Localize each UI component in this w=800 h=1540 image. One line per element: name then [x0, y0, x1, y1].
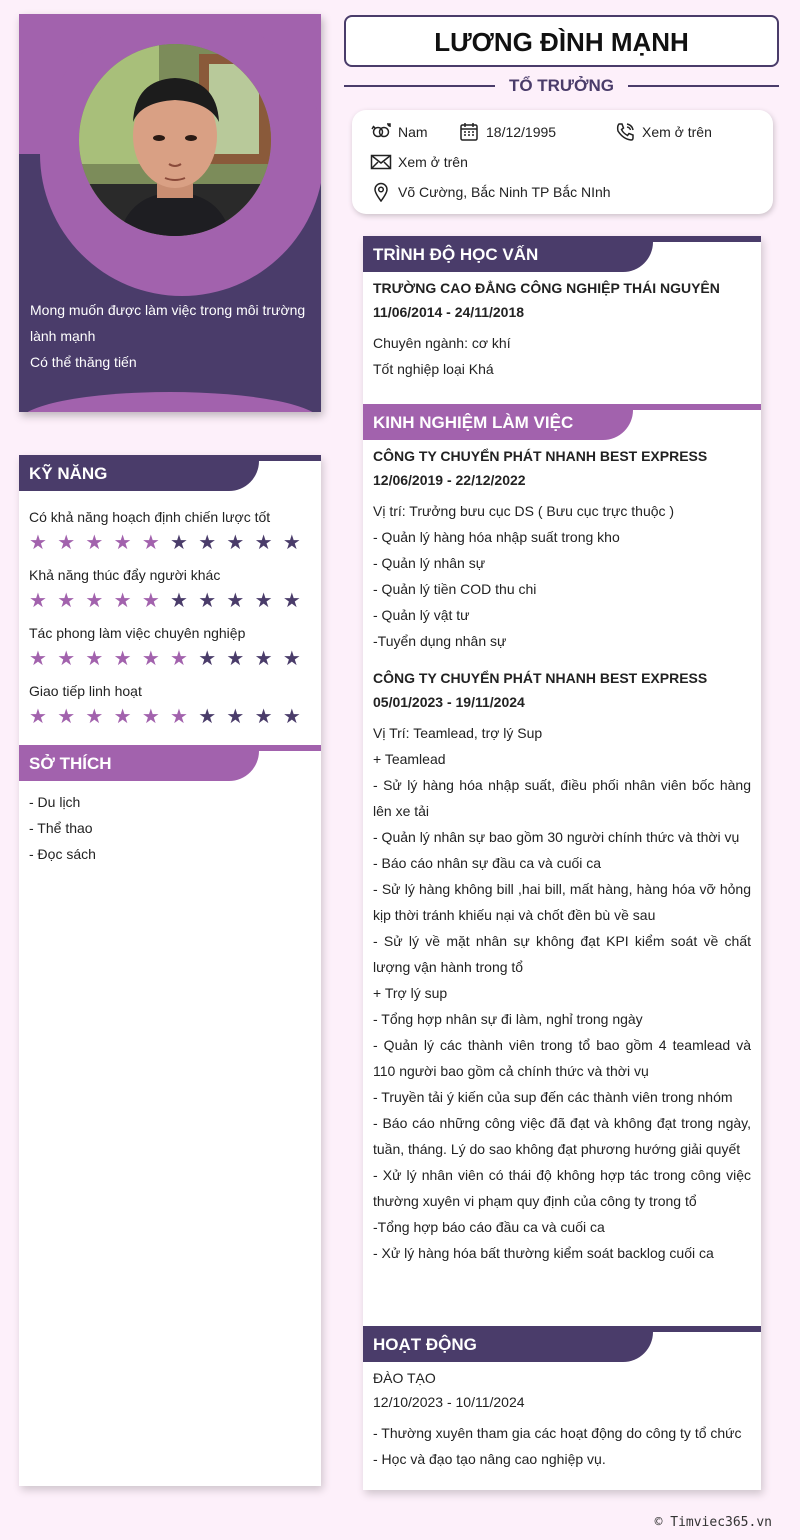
- star-empty-icon: ★: [198, 532, 217, 554]
- job-period: 05/01/2023 - 19/11/2024: [373, 694, 525, 710]
- job-detail-line: - Quản lý nhân sự: [373, 555, 486, 571]
- skill-rating: [29, 533, 311, 553]
- job-detail-line: + Teamlead: [373, 751, 446, 767]
- right-panel: [363, 236, 761, 1490]
- education-section: [363, 236, 761, 382]
- job-detail-line: - Tổng hợp nhân sự đi làm, nghỉ trong ngày: [373, 1011, 643, 1027]
- objective-line: Có thể thăng tiến: [30, 354, 137, 370]
- star-empty-icon: ★: [282, 648, 301, 670]
- star-empty-icon: ★: [254, 532, 273, 554]
- star-filled-icon: ★: [29, 590, 47, 612]
- star-filled-icon: ★: [113, 590, 132, 612]
- star-filled-icon: ★: [113, 706, 132, 728]
- job-detail-line: - Quản lý các thành viên trong tổ bao gồm 4 teamlead và 110 người bao gồm cả chính thức và thời vụ: [373, 1037, 751, 1079]
- skill-rating: [29, 591, 311, 611]
- star-filled-icon: ★: [85, 590, 104, 612]
- left-panel: [19, 455, 321, 1486]
- star-empty-icon: ★: [226, 706, 245, 728]
- job-detail-line: - Quản lý nhân sự bao gồm 30 người chính thức và thời vụ: [373, 829, 740, 845]
- job-detail-line: - Quản lý tiền COD thu chi: [373, 581, 537, 597]
- star-empty-icon: ★: [226, 532, 245, 554]
- star-filled-icon: ★: [29, 648, 47, 670]
- avatar: [79, 44, 271, 236]
- job-detail-line: - Sử lý hàng hóa nhập suất, điều phối nhân viên bốc hàng lên xe tải: [373, 777, 751, 819]
- experience-list: [363, 440, 761, 1266]
- hobbies-list: [19, 781, 321, 875]
- star-empty-icon: ★: [282, 532, 301, 554]
- star-filled-icon: ★: [85, 532, 104, 554]
- candidate-name: LƯƠNG ĐÌNH MẠNH: [344, 15, 779, 67]
- address-item: [370, 182, 611, 202]
- skill-name: Giao tiếp linh hoạt: [29, 683, 142, 699]
- activity-org: ĐÀO TẠO: [373, 1370, 436, 1386]
- job-title: TỔ TRƯỞNG: [495, 76, 628, 95]
- job-detail-line: - Quản lý hàng hóa nhập suất trong kho: [373, 529, 620, 545]
- skill-item: [29, 623, 311, 669]
- star-empty-icon: ★: [198, 706, 217, 728]
- star-filled-icon: ★: [170, 706, 188, 728]
- address-value: Võ Cường, Bắc Ninh TP Bắc NInh: [398, 184, 611, 200]
- activities-heading: HOẠT ĐỘNG: [363, 1326, 761, 1362]
- job-title-row: [344, 72, 779, 100]
- job-detail-line: - Báo cáo những công việc đã đạt và không đạt trong ngày, tuần, tháng. Lý do sao không đạt phương hướng giải quyết: [373, 1115, 751, 1157]
- star-empty-icon: ★: [198, 590, 217, 612]
- career-objective: [30, 297, 314, 375]
- skill-item: [29, 565, 311, 611]
- birthday-item: [458, 122, 556, 142]
- star-filled-icon: ★: [29, 532, 47, 554]
- education-period: 11/06/2014 - 24/11/2018: [373, 304, 525, 320]
- phone-icon: [614, 122, 636, 142]
- star-filled-icon: ★: [141, 532, 160, 554]
- job-detail-line: - Truyền tải ý kiến của sup đến các thành viên trong nhóm: [373, 1089, 733, 1105]
- skills-list: [19, 491, 321, 727]
- profile-card: [19, 14, 321, 412]
- star-filled-icon: ★: [85, 706, 104, 728]
- star-filled-icon: ★: [57, 590, 76, 612]
- phone-value: Xem ở trên: [642, 124, 712, 140]
- hobby-item: - Thể thao: [29, 820, 93, 836]
- education-line: Tốt nghiệp loại Khá: [373, 361, 494, 377]
- location-pin-icon: [370, 182, 392, 202]
- activity-period: 12/10/2023 - 10/11/2024: [373, 1394, 525, 1410]
- star-filled-icon: ★: [141, 590, 160, 612]
- activity-line: - Học và đạo tạo nâng cao nghiệp vụ.: [373, 1451, 606, 1467]
- activities-section: [363, 1326, 761, 1472]
- star-empty-icon: ★: [170, 590, 188, 612]
- star-empty-icon: ★: [170, 532, 188, 554]
- email-item: [370, 152, 468, 172]
- school-name: TRƯỜNG CAO ĐẲNG CÔNG NGHIỆP THÁI NGUYÊN: [373, 280, 720, 296]
- star-filled-icon: ★: [57, 648, 76, 670]
- footer-watermark: © Timviec365.vn: [654, 1515, 772, 1530]
- star-filled-icon: ★: [170, 648, 188, 670]
- star-filled-icon: ★: [57, 532, 76, 554]
- job-detail-line: - Sử lý hàng không bill ,hai bill, mất hàng, hàng hóa vỡ hỏng kịp thời tránh khiếu nại và chốt đền bù về sau: [373, 881, 751, 923]
- star-filled-icon: ★: [85, 648, 104, 670]
- star-empty-icon: ★: [226, 590, 245, 612]
- skills-heading: KỸ NĂNG: [19, 455, 321, 491]
- star-empty-icon: ★: [226, 648, 245, 670]
- phone-item: [614, 122, 712, 142]
- hobbies-heading: SỞ THÍCH: [19, 745, 321, 781]
- skill-name: Tác phong làm việc chuyên nghiệp: [29, 625, 246, 641]
- birthday-value: 18/12/1995: [486, 124, 557, 140]
- contact-info: [352, 110, 773, 214]
- job-detail-line: Vị Trí: Teamlead, trợ lý Sup: [373, 725, 543, 741]
- objective-line: Mong muốn được làm việc trong môi trường lành mạnh: [30, 302, 306, 344]
- gender-value: Nam: [398, 124, 428, 140]
- star-empty-icon: ★: [254, 648, 273, 670]
- mail-icon: [370, 152, 392, 172]
- experience-section: [363, 404, 761, 1266]
- star-filled-icon: ★: [29, 706, 47, 728]
- job-detail-line: - Xử lý nhân viên có thái độ không hợp tác trong công việc thường xuyên vi phạm quy định của công ty trong tổ: [373, 1167, 751, 1209]
- star-empty-icon: ★: [282, 590, 301, 612]
- job-detail-line: - Xử lý hàng hóa bất thường kiểm soát backlog cuối ca: [373, 1245, 714, 1261]
- hobby-item: - Du lịch: [29, 794, 81, 810]
- skill-name: Có khả năng hoạch định chiến lược tốt: [29, 509, 271, 525]
- job-detail-line: Vị trí: Trưởng bưu cục DS ( Bưu cục trực thuộc ): [373, 503, 675, 519]
- activity-line: - Thường xuyên tham gia các hoạt động do công ty tổ chức: [373, 1425, 742, 1441]
- star-filled-icon: ★: [57, 706, 76, 728]
- skill-item: [29, 681, 311, 727]
- education-heading: TRÌNH ĐỘ HỌC VẤN: [363, 236, 761, 272]
- job-entry: [373, 666, 751, 1266]
- company-name: CÔNG TY CHUYỂN PHÁT NHANH BEST EXPRESS: [373, 670, 708, 686]
- star-empty-icon: ★: [254, 706, 273, 728]
- job-detail-line: - Báo cáo nhân sự đầu ca và cuối ca: [373, 855, 602, 871]
- job-period: 12/06/2019 - 22/12/2022: [373, 472, 526, 488]
- experience-heading: KINH NGHIỆM LÀM VIỆC: [363, 404, 761, 440]
- star-filled-icon: ★: [141, 706, 160, 728]
- job-detail-line: - Quản lý vật tư: [373, 607, 470, 623]
- left-column: [19, 14, 321, 412]
- skill-rating: [29, 707, 311, 727]
- gender-icon: [370, 122, 392, 142]
- job-entry: [373, 444, 751, 654]
- star-filled-icon: ★: [113, 648, 132, 670]
- star-empty-icon: ★: [282, 706, 301, 728]
- star-empty-icon: ★: [254, 590, 273, 612]
- skill-name: Khả năng thúc đẩy người khác: [29, 567, 221, 583]
- hobby-item: - Đọc sách: [29, 846, 96, 862]
- job-detail-line: -Tuyển dụng nhân sự: [373, 633, 507, 649]
- skill-rating: [29, 649, 311, 669]
- job-detail-line: -Tổng hợp báo cáo đầu ca và cuối ca: [373, 1219, 605, 1235]
- star-filled-icon: ★: [141, 648, 160, 670]
- job-detail-line: - Sử lý về mặt nhân sự không đạt KPI kiểm soát về chất lượng vận hành trong tổ: [373, 933, 751, 975]
- company-name: CÔNG TY CHUYỂN PHÁT NHANH BEST EXPRESS: [373, 448, 708, 464]
- email-value: Xem ở trên: [398, 154, 468, 170]
- education-line: Chuyên ngành: cơ khí: [373, 335, 511, 351]
- skill-item: [29, 507, 311, 553]
- job-detail-line: + Trợ lý sup: [373, 985, 448, 1001]
- star-empty-icon: ★: [198, 648, 217, 670]
- gender-item: [370, 122, 428, 142]
- calendar-icon: [458, 122, 480, 142]
- star-filled-icon: ★: [113, 532, 132, 554]
